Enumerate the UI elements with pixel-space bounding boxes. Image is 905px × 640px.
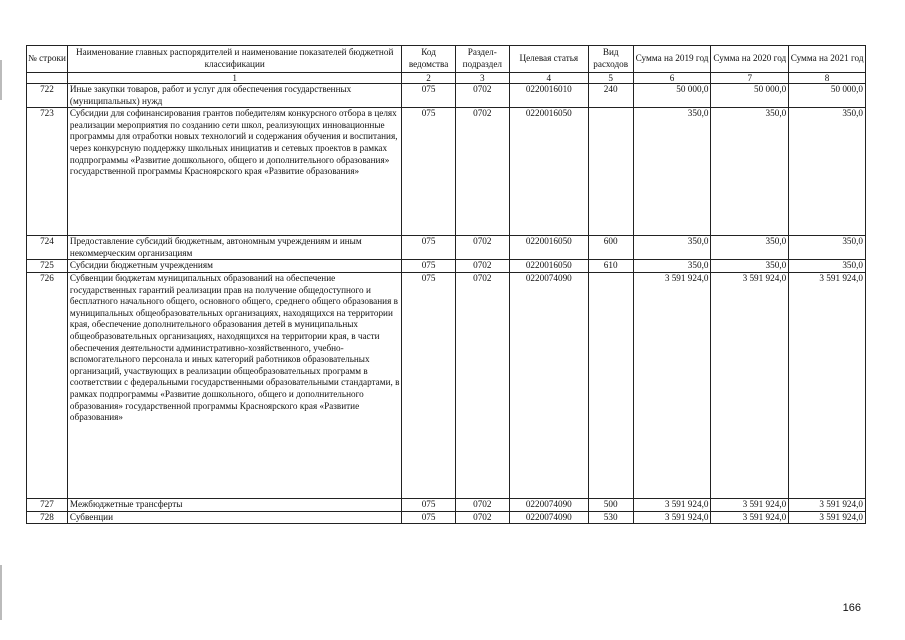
row-name: Межбюджетные трансферты [67,498,402,511]
row-number: 726 [27,272,68,498]
header-sum-2021: Сумма на 2021 год [789,46,866,73]
row-name: Субсидии для софинансирования грантов победителям конкурсного отбора в целях реализации мероприятия по созданию сети школ, реализующих инновационные программы для отработки новых технологий и содержания обучения и воспитания, через конкурсную поддержку школьных инициатив и сетевых проектов в рамках подпрограммы «Развитие дошкольного, общего и дополнительного образования» государственной программы Красноярского края «Развитие образования» [67,108,402,236]
table-row [27,498,866,511]
row-sum-2020: 350,0 [711,260,789,273]
row-target: 0220074090 [509,498,588,511]
column-number: 5 [588,73,633,84]
table-row [27,260,866,273]
row-dept-code: 075 [402,108,455,236]
column-number [27,73,68,84]
row-name: Предоставление субсидий бюджетным, автономным учреждениям и иным некоммерческим организациям [67,236,402,260]
row-sum-2021: 3 591 924,0 [789,511,866,524]
header-target: Целевая статья [509,46,588,73]
page-number: 166 [842,602,861,614]
header-expense-type: Вид расходов [588,46,633,73]
row-sum-2019: 3 591 924,0 [633,272,711,498]
row-section: 0702 [455,511,509,524]
row-number: 722 [27,84,68,108]
row-sum-2020: 3 591 924,0 [711,498,789,511]
row-sum-2019: 350,0 [633,236,711,260]
column-number: 3 [455,73,509,84]
row-expense-type: 500 [588,498,633,511]
column-number: 1 [67,73,402,84]
row-sum-2021: 350,0 [789,108,866,236]
row-expense-type: 610 [588,260,633,273]
table-row [27,236,866,260]
scan-edge-mark [0,565,2,620]
header-dept-code: Код ведомства [402,46,455,73]
row-target: 0220016050 [509,108,588,236]
header-row [27,46,866,73]
table-row [27,511,866,524]
row-name: Субсидии бюджетным учреждениям [67,260,402,273]
column-number: 8 [789,73,866,84]
row-sum-2020: 3 591 924,0 [711,511,789,524]
table-row [27,272,866,498]
row-sum-2021: 3 591 924,0 [789,498,866,511]
budget-table [26,45,866,524]
row-dept-code: 075 [402,498,455,511]
row-sum-2019: 50 000,0 [633,84,711,108]
header-sum-2020: Сумма на 2020 год [711,46,789,73]
row-dept-code: 075 [402,272,455,498]
row-sum-2020: 50 000,0 [711,84,789,108]
row-sum-2019: 3 591 924,0 [633,498,711,511]
column-number: 2 [402,73,455,84]
table-row [27,84,866,108]
row-dept-code: 075 [402,511,455,524]
row-sum-2019: 350,0 [633,260,711,273]
row-expense-type: 240 [588,84,633,108]
column-number: 6 [633,73,711,84]
column-number-row [27,73,866,84]
row-name: Субвенции [67,511,402,524]
row-section: 0702 [455,498,509,511]
row-section: 0702 [455,108,509,236]
scan-edge-mark [0,60,2,100]
row-section: 0702 [455,84,509,108]
row-section: 0702 [455,260,509,273]
row-sum-2020: 350,0 [711,236,789,260]
row-sum-2020: 3 591 924,0 [711,272,789,498]
row-dept-code: 075 [402,260,455,273]
table-row [27,108,866,236]
header-name: Наименование главных распорядителей и наименование показателей бюджетной классификации [67,46,402,73]
row-sum-2019: 3 591 924,0 [633,511,711,524]
row-number: 723 [27,108,68,236]
row-expense-type: 600 [588,236,633,260]
row-sum-2021: 350,0 [789,260,866,273]
row-expense-type [588,272,633,498]
header-sum-2019: Сумма на 2019 год [633,46,711,73]
column-number: 4 [509,73,588,84]
row-sum-2021: 3 591 924,0 [789,272,866,498]
row-target: 0220016050 [509,236,588,260]
row-target: 0220016050 [509,260,588,273]
row-dept-code: 075 [402,236,455,260]
row-sum-2019: 350,0 [633,108,711,236]
row-name: Субвенции бюджетам муниципальных образований на обеспечение государственных гарантий реализации прав на получение общедоступного и бесплатного начального общего, основного общего, среднего общего образования в муниципальных общеобразовательных организациях, находящихся на территории края, обеспечение дополнительного образования детей в муниципальных общеобразовательных организациях, находящихся на территории края, в части обеспечения деятельности административно-хозяйственного, учебно-вспомогательного персонала и иных категорий работников образовательных организаций, участвующих в реализации общеобразовательных программ в соответствии с федеральными государственными образовательными стандартами, в рамках подпрограммы «Развитие дошкольного, общего и дополнительного образования» государственной программы Красноярского края «Развитие образования» [67,272,402,498]
row-sum-2021: 50 000,0 [789,84,866,108]
row-target: 0220074090 [509,511,588,524]
row-target: 0220074090 [509,272,588,498]
row-section: 0702 [455,236,509,260]
row-expense-type [588,108,633,236]
header-row-no: № строки [27,46,68,73]
row-sum-2020: 350,0 [711,108,789,236]
row-number: 727 [27,498,68,511]
row-name: Иные закупки товаров, работ и услуг для обеспечения государственных (муниципальных) нужд [67,84,402,108]
row-target: 0220016010 [509,84,588,108]
row-sum-2021: 350,0 [789,236,866,260]
row-number: 724 [27,236,68,260]
row-section: 0702 [455,272,509,498]
header-section: Раздел-подраздел [455,46,509,73]
column-number: 7 [711,73,789,84]
row-number: 728 [27,511,68,524]
row-expense-type: 530 [588,511,633,524]
row-number: 725 [27,260,68,273]
row-dept-code: 075 [402,84,455,108]
